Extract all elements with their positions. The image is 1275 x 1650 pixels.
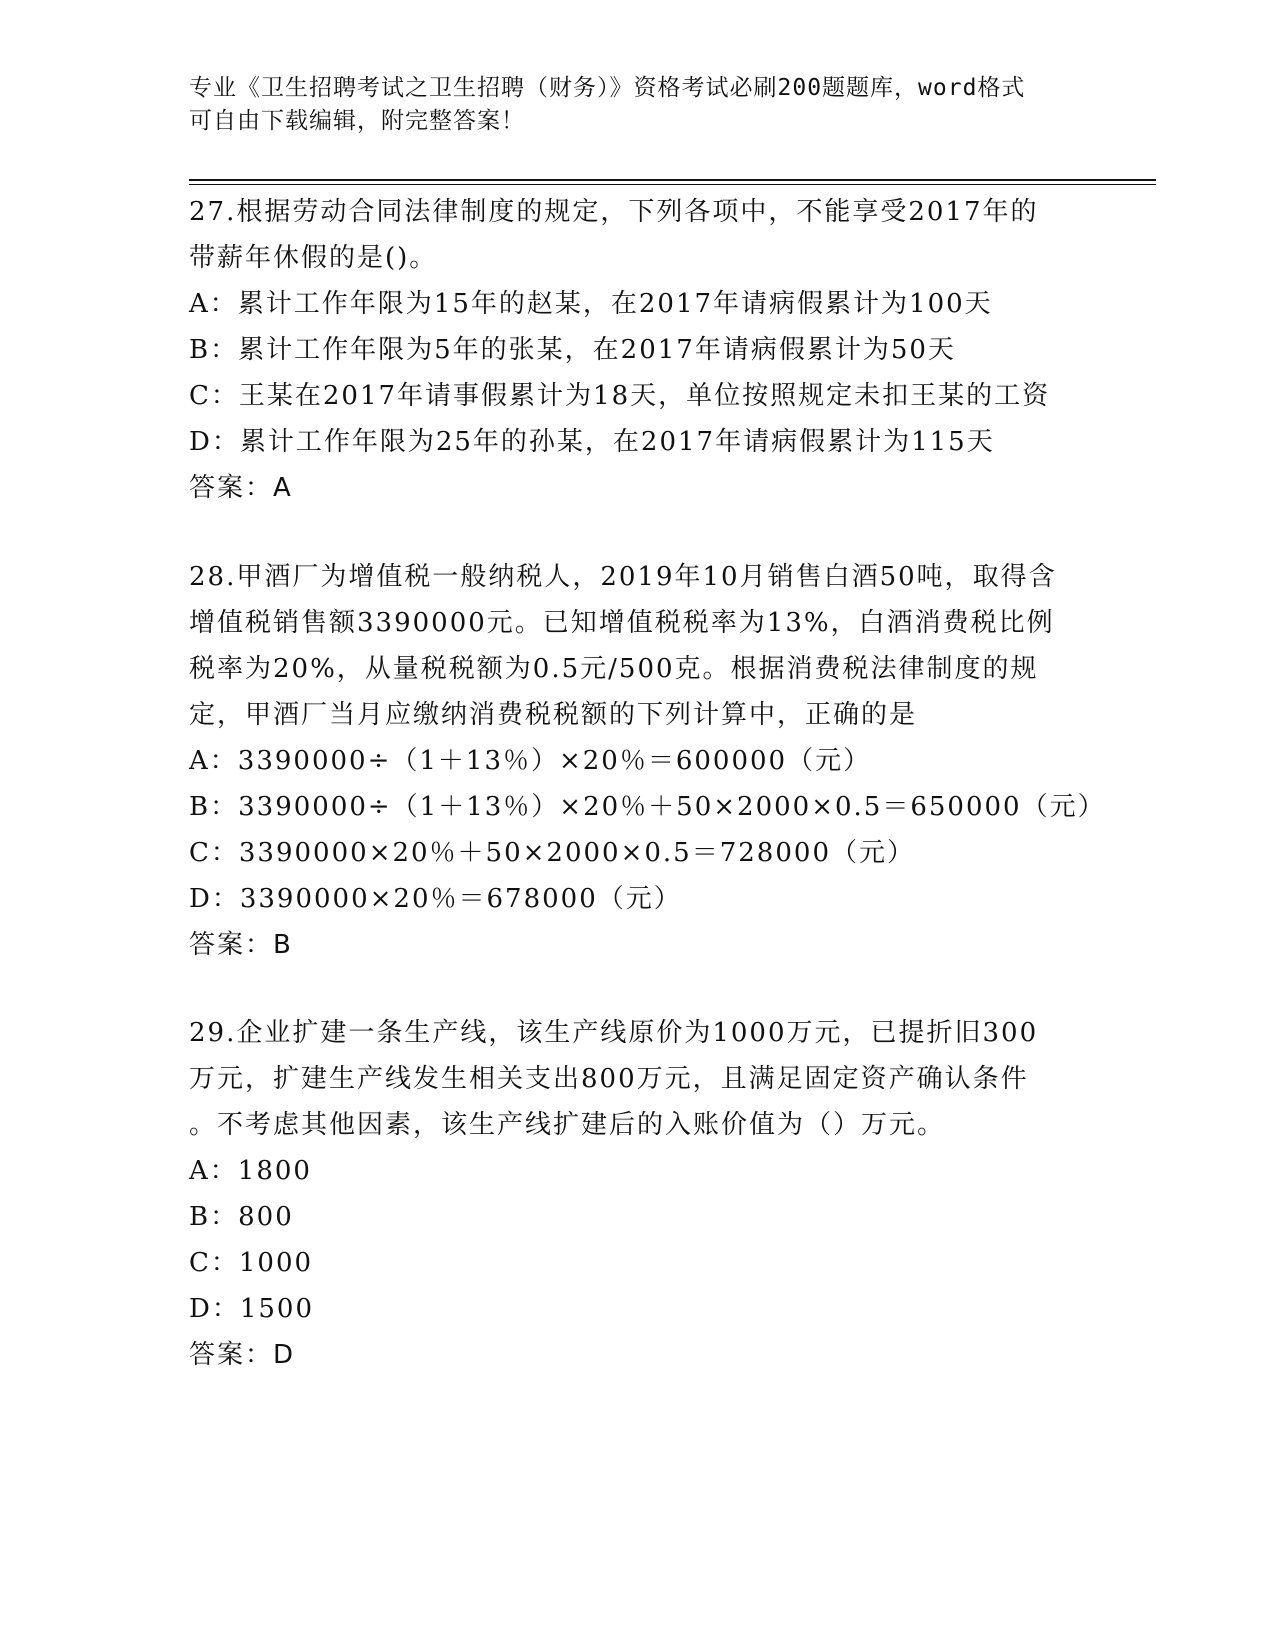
question-stem-line: 29.企业扩建一条生产线，该生产线原价为1000万元，已提折旧300 — [189, 1018, 1039, 1048]
question-28 — [189, 554, 1106, 968]
option-a: A：累计工作年限为15年的赵某，在2017年请病假累计为100天 — [189, 289, 993, 319]
option-b: B：3390000÷（1＋13％）×20％＋50×2000×0.5＝650000（元） — [189, 792, 1106, 822]
document-header — [189, 72, 1069, 138]
option-a: A：3390000÷（1＋13％）×20％＝600000（元） — [189, 746, 872, 776]
option-c: C：王某在2017年请事假累计为18天，单位按照规定未扣王某的工资 — [189, 381, 1051, 411]
question-27 — [189, 189, 1089, 511]
question-stem-line: 税率为20%，从量税税额为0.5元/500克。根据消费税法律制度的规 — [189, 654, 1039, 684]
option-d: D：累计工作年限为25年的孙某，在2017年请病假累计为115天 — [189, 427, 995, 457]
answer-line: 答案：D — [189, 1340, 296, 1370]
answer-line: 答案：B — [189, 930, 293, 960]
question-29 — [189, 1010, 1089, 1378]
question-stem-line: 27.根据劳动合同法律制度的规定，下列各项中，不能享受2017年的 — [189, 197, 1039, 227]
option-d: D：3390000×20％＝678000（元） — [189, 884, 682, 914]
option-c: C：1000 — [189, 1248, 314, 1278]
header-divider — [189, 179, 1156, 181]
option-d: D：1500 — [189, 1294, 315, 1324]
question-stem-line: 28.甲酒厂为增值税一般纳税人，2019年10月销售白酒50吨，取得含 — [189, 562, 1057, 592]
header-divider — [189, 184, 1156, 185]
question-stem-line: 增值税销售额3390000元。已知增值税税率为13%，白酒消费税比例 — [189, 608, 1055, 638]
option-c: C：3390000×20％＋50×2000×0.5＝728000（元） — [189, 838, 915, 868]
option-b: B：累计工作年限为5年的张某，在2017年请病假累计为50天 — [189, 335, 956, 365]
question-stem-line: 定，甲酒厂当月应缴纳消费税税额的下列计算中，正确的是 — [189, 700, 918, 730]
answer-line: 答案：A — [189, 473, 293, 503]
option-b: B：800 — [189, 1202, 294, 1232]
header-line: 可自由下载编辑，附完整答案！ — [189, 108, 525, 134]
question-stem-line: 。不考虑其他因素，该生产线扩建后的入账价值为（）万元。 — [189, 1110, 946, 1140]
question-stem-line: 万元，扩建生产线发生相关支出800万元，且满足固定资产确认条件 — [189, 1064, 1029, 1094]
question-stem-line: 带薪年休假的是()。 — [189, 243, 438, 273]
option-a: A：1800 — [189, 1156, 312, 1186]
header-line: 专业《卫生招聘考试之卫生招聘（财务）》资格考试必刷200题题库，word格式 — [189, 75, 1026, 101]
